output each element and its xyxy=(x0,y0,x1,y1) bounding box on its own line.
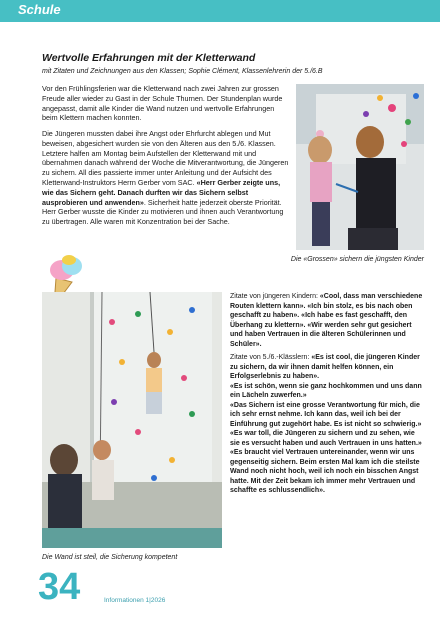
bold-quote: «Herr Gerber zeigte uns, wie das Sichern geht. Danach durften wir das Sichern selbst ausprobieren und anwenden» xyxy=(42,178,281,207)
section-header xyxy=(0,0,440,22)
quotes-section xyxy=(230,292,426,496)
young-intro: Zitate von jüngeren Kindern: xyxy=(230,293,320,300)
photo2-caption: Die Wand ist steil, die Sicherung kompetent xyxy=(42,554,178,561)
photo1-caption: Die «Grossen» sichern die jüngsten Kinder xyxy=(290,256,424,263)
article-subtitle: mit Zitaten und Zeichnungen aus den Klassen; Sophie Clément, Klassenlehrerin der 5./6.B xyxy=(42,68,323,75)
paragraph-1: Vor den Frühlingsferien war die Kletterwand nach zwei Jahren zur grossen Freude aller wieder zu Gast in der Schule Thurnen. Der Stundenplan wurde angepasst, damit alle Kinder die Wand nutzen und wertvolle Erfahrungen beim Klettern machen konnten. xyxy=(42,84,283,123)
article-title: Wertvolle Erfahrungen mit der Kletterwand xyxy=(42,52,256,64)
older-quotes xyxy=(230,353,426,382)
young-quotes xyxy=(230,292,426,349)
older-quote-3: «Das Sichern ist eine grosse Verantwortung für mich, die ich sehr ernst nehme. Ich kann das, weil ich bei der Einführung gut zugehört habe. Es ist nicht so schwierig.» xyxy=(230,401,422,428)
older-quote-4: «Es war toll, die Jüngeren zu sichern und zu sehen, wie sie es versucht haben und auch Vertrauen in uns hatten.» xyxy=(230,430,422,447)
page-number: 34 xyxy=(38,566,81,608)
publication-footer: Informationen 1|2026 xyxy=(104,597,166,604)
older-quote-2: «Es ist schön, wenn sie ganz hochkommen und uns dann ein Lächeln zuwerfen.» xyxy=(230,382,422,400)
older-quote-5: «Es braucht viel Vertrauen untereinander, wenn wir uns gegenseitig sichern. Beim ersten Mal kam ich die steilste Wand noch nicht hoch, weil ich noch ein bisschen Angst hatte. Mit der Zeit bekam ich immer mehr Vertrauen und schaffte es schlussendlich». xyxy=(230,449,420,495)
young-quote-text: «Cool, dass man verschiedene Routen klettern kann». «Ich bin stolz, es bis nach oben geschafft zu haben». «Ich habe es fast geschafft, den Überhang zu klettern». «Wir werden sehr gut gesichert und haben Vertrauen in die älteren Schülerinnen und Schüler». xyxy=(230,293,423,348)
section-title: Schule xyxy=(18,2,61,17)
article-body xyxy=(42,84,290,233)
older-intro: Zitate von 5./6.-Klässlern: xyxy=(230,354,312,362)
paragraph-2: Die Jüngeren mussten dabei ihre Angst oder Ehrfurcht ablegen und Mut beweisen, abgesichert wurden sie von den Älteren aus den 5./6. Klassen. Letztere halfen am Montag beim Aufstellen der Kletterwand mit und übernahmen danach während der Woche die Mitverantwortung, die Jüngeren zu sichern. All dies passierte immer unter Anleitung und der Aufsicht des Kletterwand-Instruktors Herrn Gerber vom SAC. «Herr Gerber zeigte uns, wie das Sichern geht. Danach durften wir das Sichern selbst ausprobieren und anwenden». Sicherheit hatte jederzeit oberste Priorität. Herr Gerber wusste die Kinder zu motivieren und ihnen auch Verantwortung zu übertragen. Alle waren mit Konzentration bei der Sache. xyxy=(42,129,289,227)
photo-climbing-wall xyxy=(42,292,222,548)
photo-climbing-belay xyxy=(296,84,424,250)
older-quote-1: «Es ist cool, die jüngeren Kinder zu sichern, da wir ihnen damit helfen können, ein Erfolgserlebnis zu haben». xyxy=(230,354,420,381)
